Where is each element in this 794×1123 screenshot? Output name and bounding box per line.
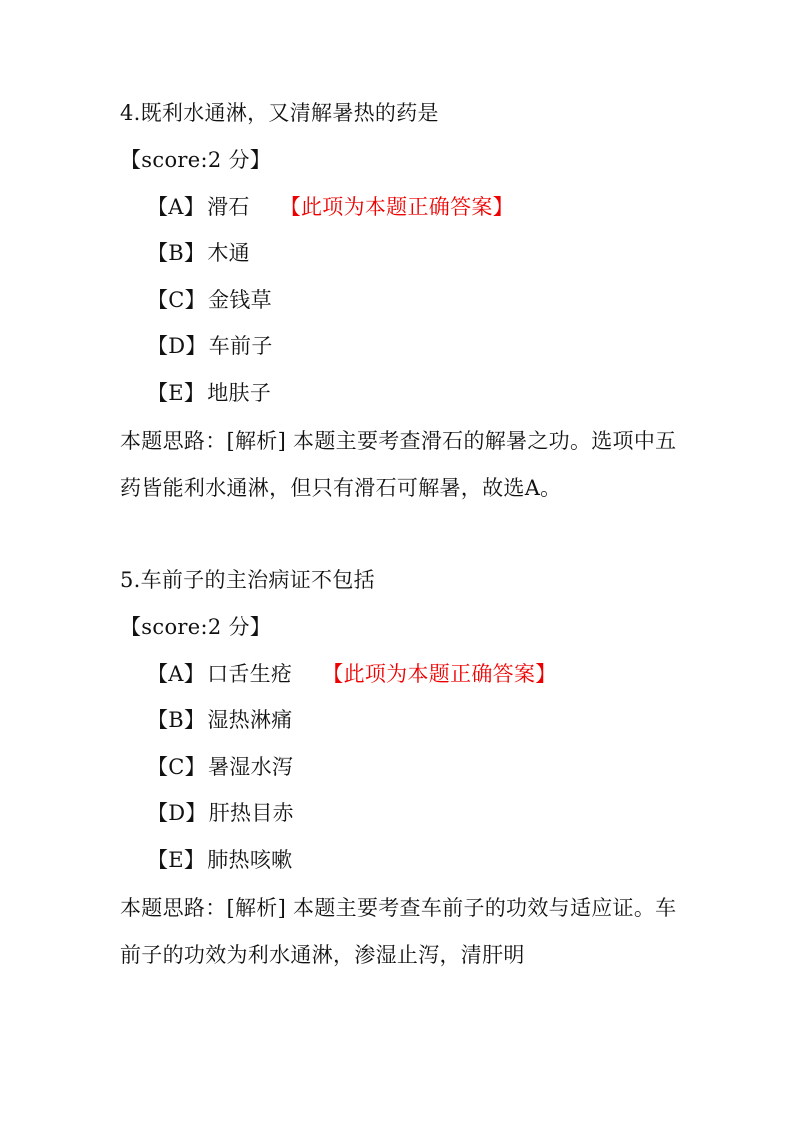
option-label: 【C】 [147, 755, 206, 779]
option-text: 滑石 [207, 195, 250, 219]
question-5-option-d [147, 790, 294, 836]
option-label: 【C】 [147, 288, 206, 312]
question-4-option-b [147, 230, 250, 276]
option-label: 【A】 [147, 195, 206, 219]
option-text: 肺热咳嗽 [207, 848, 293, 872]
question-5-score: 【score:2 分】 [120, 615, 272, 639]
question-5-title: 5.车前子的主治病证不包括 [120, 568, 375, 592]
question-4-option-e [147, 370, 271, 416]
option-text: 车前子 [208, 334, 273, 358]
option-label: 【E】 [147, 381, 206, 405]
option-label: 【E】 [147, 848, 206, 872]
option-text: 金钱草 [207, 288, 272, 312]
question-5-option-c [147, 744, 293, 790]
option-label: 【D】 [147, 801, 207, 825]
question-4-title: 4.既利水通淋，又清解暑热的药是 [120, 101, 439, 125]
question-4-option-c [147, 277, 272, 323]
question-5-analysis: 本题思路：[解析] 本题主要考查车前子的功效与适应证。车前子的功效为利水通淋，渗湿止泻，清肝明 [120, 896, 677, 967]
option-text: 木通 [207, 241, 250, 265]
option-label: 【A】 [147, 662, 206, 686]
question-5-option-b [147, 697, 293, 743]
option-label: 【B】 [147, 708, 206, 732]
question-5-option-a [147, 651, 557, 697]
option-label: 【B】 [147, 241, 206, 265]
correct-answer-note: 【此项为本题正确答案】 [279, 195, 514, 219]
option-text: 湿热淋痛 [207, 708, 293, 732]
correct-answer-note: 【此项为本题正确答案】 [322, 662, 557, 686]
question-4-analysis: 本题思路：[解析] 本题主要考查滑石的解暑之功。选项中五药皆能利水通淋，但只有滑石可解暑，故选A。 [120, 429, 677, 500]
option-text: 口舌生疮 [207, 662, 293, 686]
option-label: 【D】 [147, 334, 207, 358]
option-text: 暑湿水泻 [207, 755, 294, 779]
option-text: 肝热目赤 [208, 801, 294, 825]
question-5-option-e [147, 837, 292, 883]
option-text: 地肤子 [207, 381, 272, 405]
question-4-option-d [147, 323, 273, 369]
question-4-option-a [147, 184, 514, 230]
question-4-score: 【score:2 分】 [120, 148, 272, 172]
